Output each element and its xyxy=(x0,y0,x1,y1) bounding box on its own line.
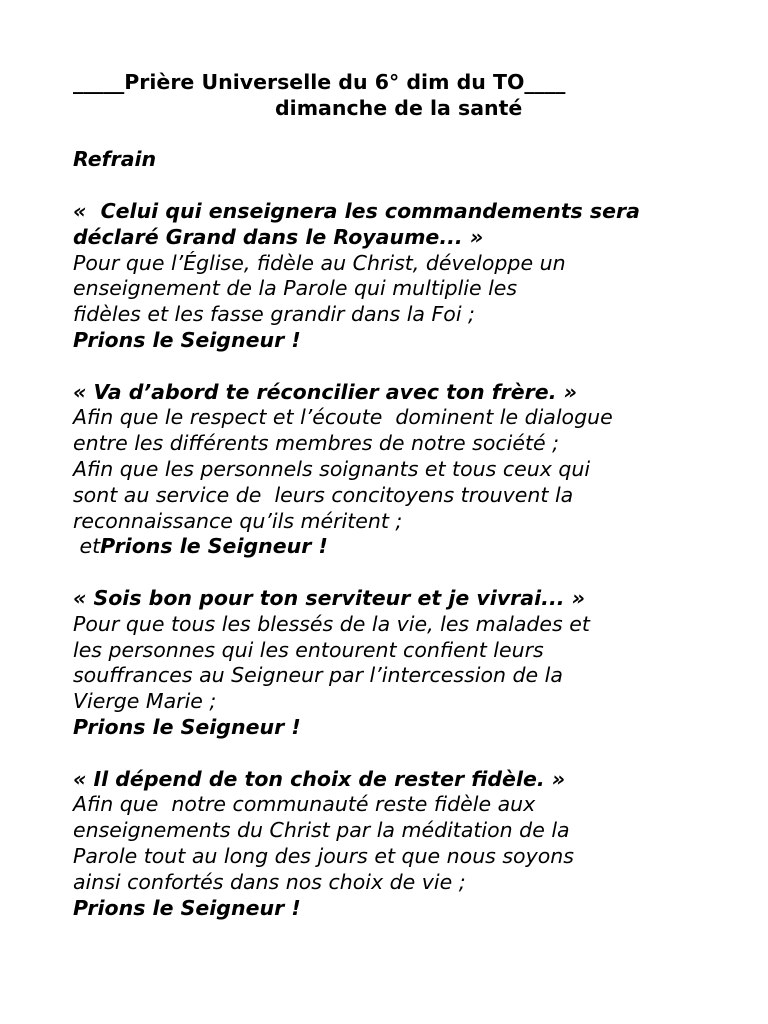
stanza-response xyxy=(73,896,753,922)
stanza-line: Afin que le respect et l’écoute dominent le dialogue xyxy=(73,405,613,430)
stanza-line: Pour que tous les blessés de la vie, les malades et xyxy=(73,611,590,636)
refrain-label: Refrain xyxy=(73,147,157,172)
document-subtitle: dimanche de la santé xyxy=(275,95,523,120)
stanza-line: enseignement de la Parole qui multiplie les xyxy=(73,276,518,301)
stanza-quote: « Sois bon pour ton serviteur et je vivrai... » xyxy=(73,585,585,610)
spacer xyxy=(73,173,753,199)
response-text: Prions le Seigneur ! xyxy=(73,895,301,920)
response-lead: et xyxy=(73,534,101,559)
stanza-4 xyxy=(73,767,753,922)
stanza-3 xyxy=(73,586,753,741)
stanza-line: Afin que les personnels soignants et tous ceux qui xyxy=(73,456,591,481)
response-text: Prions le Seigneur ! xyxy=(100,534,328,559)
document-page xyxy=(73,70,753,921)
stanza-line: souffrances au Seigneur par l’intercession de la xyxy=(73,663,563,688)
document-title: _____Prière Universelle du 6° dim du TO____ xyxy=(73,70,566,94)
stanza-response xyxy=(73,328,753,354)
stanza-line: les personnes qui les entourent confient leurs xyxy=(73,637,544,662)
response-text: Prions le Seigneur ! xyxy=(73,714,301,739)
stanza-line: Vierge Marie ; xyxy=(73,689,217,714)
stanza-line: Afin que notre communauté reste fidèle aux xyxy=(73,792,536,817)
stanza-quote: « Celui qui enseignera les commandements sera déclaré Grand dans le Royaume... » xyxy=(73,198,648,249)
stanza-quote: « Va d’abord te réconcilier avec ton frère. » xyxy=(73,379,577,404)
response-text: Prions le Seigneur ! xyxy=(73,327,301,352)
stanza-1 xyxy=(73,199,753,354)
stanza-response xyxy=(73,534,753,560)
stanza-line: Pour que l’Église, fidèle au Christ, développe un xyxy=(73,250,566,275)
stanza-response xyxy=(73,715,753,741)
stanza-quote: « Il dépend de ton choix de rester fidèle. » xyxy=(73,766,566,791)
stanza-line: reconnaissance qu’ils méritent ; xyxy=(73,508,403,533)
spacer xyxy=(73,122,753,148)
stanza-line: sont au service de leurs concitoyens trouvent la xyxy=(73,482,574,507)
stanza-line: Parole tout au long des jours et que nous soyons xyxy=(73,843,574,868)
stanza-line: ainsi confortés dans nos choix de vie ; xyxy=(73,869,466,894)
stanza-line: entre les différents membres de notre société ; xyxy=(73,431,560,456)
stanza-line: fidèles et les fasse grandir dans la Foi ; xyxy=(73,302,475,327)
stanza-line: enseignements du Christ par la méditation de la xyxy=(73,818,570,843)
stanza-2 xyxy=(73,380,753,561)
